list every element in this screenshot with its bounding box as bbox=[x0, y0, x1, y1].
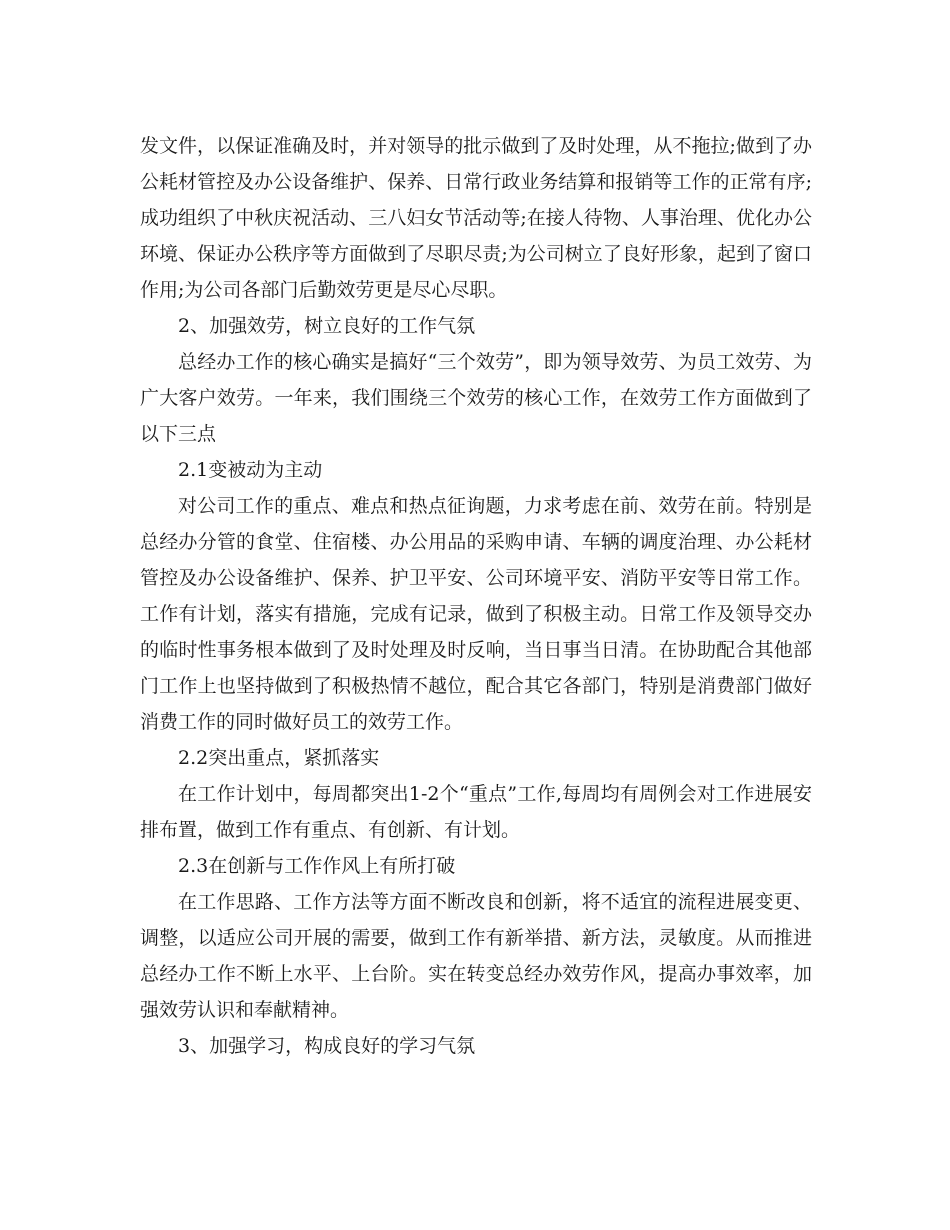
section-heading-2-1: 2.1变被动为主动 bbox=[178, 459, 323, 481]
section-heading-2-3: 2.3在创新与工作作风上有所打破 bbox=[178, 855, 456, 877]
document-page bbox=[140, 128, 812, 1064]
section-heading-2: 2、加强效劳，树立良好的工作气氛 bbox=[178, 315, 476, 337]
body-paragraph-2-3: 在工作思路、工作方法等方面不断改良和创新，将不适宜的流程进展变更、调整，以适应公司开展的需要，做到工作有新举措、新方法，灵敏度。从而推进总经办工作不断上水平、上台阶。实在转变总经办效劳作风，提高办事效率，加强效劳认识和奉献精神。 bbox=[140, 891, 812, 1021]
section-heading-2-2: 2.2突出重点，紧抓落实 bbox=[178, 747, 380, 769]
body-paragraph-2-1: 对公司工作的重点、难点和热点征询题，力求考虑在前、效劳在前。特别是总经办分管的食堂、住宿楼、办公用品的采购申请、车辆的调度治理、办公耗材管控及办公设备维护、保养、护卫平安、公司环境平安、消防平安等日常工作。工作有计划，落实有措施，完成有记录，做到了积极主动。日常工作及领导交办的临时性事务根本做到了及时处理及时反响，当日事当日清。在协助配合其他部门工作上也坚持做到了积极热情不越位，配合其它各部门，特别是消费部门做好消费工作的同时做好员工的效劳工作。 bbox=[140, 495, 812, 733]
section-heading-3: 3、加强学习，构成良好的学习气氛 bbox=[178, 1035, 476, 1057]
body-paragraph-1: 发文件，以保证准确及时，并对领导的批示做到了及时处理，从不拖拉;做到了办公耗材管控及办公设备维护、保养、日常行政业务结算和报销等工作的正常有序;成功组织了中秋庆祝活动、三八妇女节活动等;在接人待物、人事治理、优化办公环境、保证办公秩序等方面做到了尽职尽责;为公司树立了良好形象，起到了窗口作用;为公司各部门后勤效劳更是尽心尽职。 bbox=[140, 135, 812, 301]
body-paragraph-2: 总经办工作的核心确实是搞好“三个效劳”，即为领导效劳、为员工效劳、为广大客户效劳。一年来，我们围绕三个效劳的核心工作，在效劳工作方面做到了以下三点 bbox=[140, 351, 812, 445]
body-paragraph-2-2: 在工作计划中，每周都突出1-2个“重点”工作,每周均有周例会对工作进展安排布置，做到工作有重点、有创新、有计划。 bbox=[140, 783, 812, 841]
